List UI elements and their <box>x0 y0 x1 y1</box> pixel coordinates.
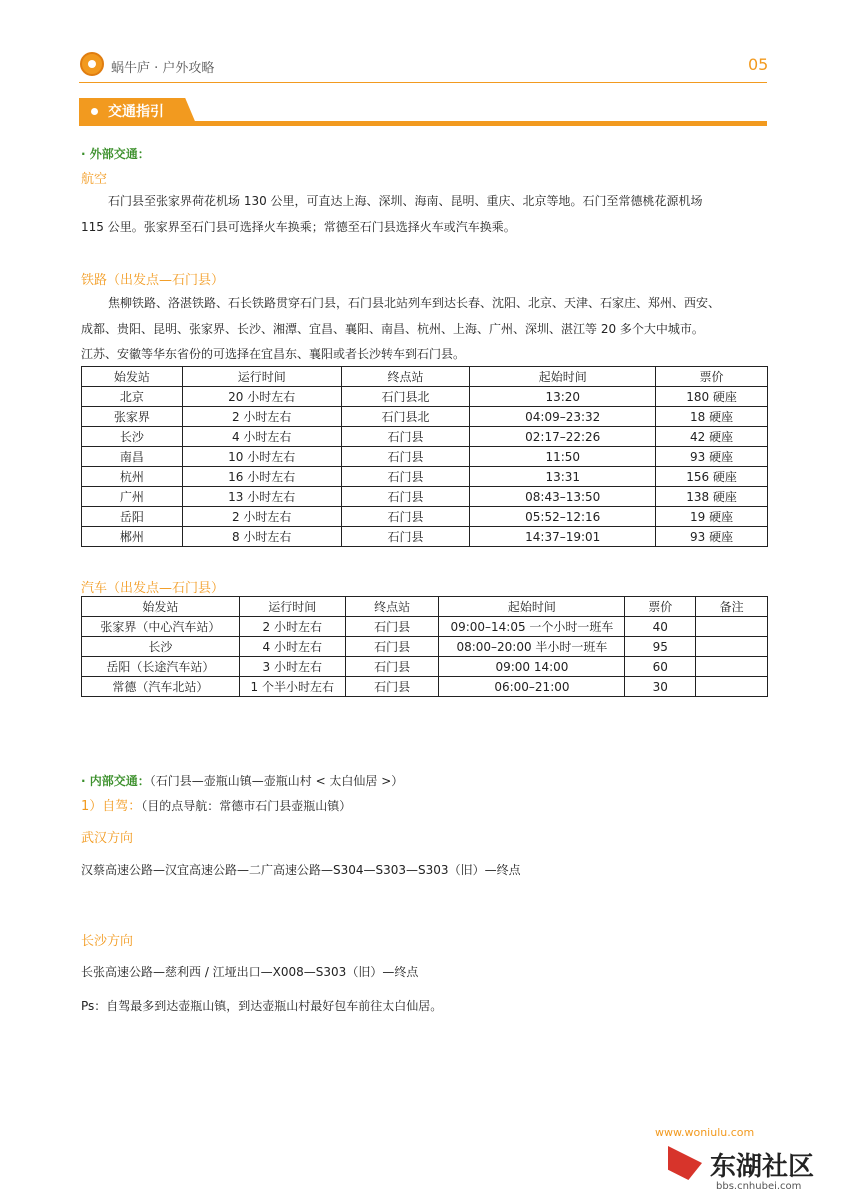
table-cell: 2 小时左右 <box>182 407 341 427</box>
table-cell: 石门县 <box>341 427 470 447</box>
table-cell: 10 小时左右 <box>182 447 341 467</box>
table-cell: 杭州 <box>82 467 183 487</box>
table-cell: 20 小时左右 <box>182 387 341 407</box>
table-row <box>82 507 768 527</box>
table-cell: 南昌 <box>82 447 183 467</box>
table-row <box>82 617 768 637</box>
table-cell: 18 硬座 <box>656 407 768 427</box>
rail-heading: 铁路（出发点—石门县） <box>81 273 225 288</box>
table-cell: 93 硬座 <box>656 447 768 467</box>
ps-note: Ps：自驾最多到达壶瓶山镇，到达壶瓶山村最好包车前往太白仙居。 <box>81 999 443 1013</box>
table-cell: 08:00–20:00 半小时一班车 <box>439 637 625 657</box>
column-header: 票价 <box>625 597 696 617</box>
table-cell: 2 小时左右 <box>239 617 345 637</box>
table-header-row <box>82 597 768 617</box>
table-cell: 13 小时左右 <box>182 487 341 507</box>
changsha-heading: 长沙方向 <box>81 934 134 949</box>
table-cell: 14:37–19:01 <box>470 527 656 547</box>
bus-table <box>81 596 768 697</box>
table-cell: 长沙 <box>82 427 183 447</box>
table-cell: 常德（汽车北站） <box>82 677 240 697</box>
table-cell: 8 小时左右 <box>182 527 341 547</box>
table-cell: 09:00 14:00 <box>439 657 625 677</box>
column-header: 运行时间 <box>239 597 345 617</box>
table-cell: 42 硬座 <box>656 427 768 447</box>
table-cell: 13:20 <box>470 387 656 407</box>
table-cell: 30 <box>625 677 696 697</box>
bullet-icon <box>91 108 98 115</box>
table-cell: 石门县 <box>345 657 439 677</box>
table-cell: 02:17–22:26 <box>470 427 656 447</box>
table-cell: 郴州 <box>82 527 183 547</box>
table-row <box>82 447 768 467</box>
table-cell: 3 小时左右 <box>239 657 345 677</box>
table-row <box>82 467 768 487</box>
table-cell: 张家界 <box>82 407 183 427</box>
brand-name: 蜗牛庐 · 户外攻略 <box>111 61 215 76</box>
table-cell: 4 小时左右 <box>182 427 341 447</box>
bus-heading: 汽车（出发点—石门县） <box>81 581 225 596</box>
wuhan-heading: 武汉方向 <box>81 831 134 846</box>
column-header: 终点站 <box>341 367 470 387</box>
table-row <box>82 487 768 507</box>
self-drive-note: （目的点导航：常德市石门县壶瓶山镇） <box>141 799 352 813</box>
internal-route: （石门县—壶瓶山镇—壶瓶山村 < 太白仙居 >） <box>149 774 404 788</box>
table-cell: 石门县 <box>341 467 470 487</box>
table-cell: 4 小时左右 <box>239 637 345 657</box>
table-cell: 广州 <box>82 487 183 507</box>
internal-heading: · 内部交通： <box>81 774 150 788</box>
column-header: 起始时间 <box>439 597 625 617</box>
self-drive-label: 1）自驾： <box>81 799 142 814</box>
page-number: 05 <box>748 55 769 74</box>
table-cell: 石门县 <box>341 507 470 527</box>
table-cell: 156 硬座 <box>656 467 768 487</box>
changsha-route: 长张高速公路—慈利西 / 江垭出口—X008—S303（旧）—终点 <box>81 965 419 979</box>
column-header: 运行时间 <box>182 367 341 387</box>
table-cell: 2 小时左右 <box>182 507 341 527</box>
table-cell: 石门县 <box>341 487 470 507</box>
table-cell: 石门县 <box>341 447 470 467</box>
internal-heading-line <box>81 770 403 790</box>
table-cell: 60 <box>625 657 696 677</box>
table-cell <box>696 617 768 637</box>
column-header: 起始时间 <box>470 367 656 387</box>
external-heading: · 外部交通： <box>81 147 150 161</box>
rail-table <box>81 366 768 547</box>
column-header: 始发站 <box>82 367 183 387</box>
table-cell <box>696 637 768 657</box>
section-title: 交通指引 <box>108 104 164 120</box>
watermark-text: 东湖社区 <box>710 1152 815 1182</box>
column-header: 票价 <box>656 367 768 387</box>
column-header: 终点站 <box>345 597 439 617</box>
table-cell: 13:31 <box>470 467 656 487</box>
table-cell <box>696 677 768 697</box>
table-row <box>82 427 768 447</box>
table-cell: 石门县 <box>345 637 439 657</box>
rail-line-1: 焦柳铁路、洛湛铁路、石长铁路贯穿石门县，石门县北站列车到达长春、沈阳、北京、天津、石家庄、郑州、西安、 <box>108 296 721 310</box>
wuhan-route: 汉蔡高速公路—汉宜高速公路—二广高速公路—S304—S303—S303（旧）—终点 <box>81 863 521 877</box>
table-cell: 石门县 <box>345 617 439 637</box>
brand-logo <box>80 52 104 76</box>
air-heading: 航空 <box>81 172 108 187</box>
column-header: 备注 <box>696 597 768 617</box>
watermark-logo-icon <box>668 1146 702 1180</box>
website-link[interactable]: www.woniulu.com <box>655 1126 755 1139</box>
table-cell: 岳阳（长途汽车站） <box>82 657 240 677</box>
table-cell: 石门县 <box>341 527 470 547</box>
table-row <box>82 407 768 427</box>
air-line-2: 115 公里。张家界至石门县可选择火车换乘；常德至石门县选择火车或汽车换乘。 <box>81 220 516 234</box>
table-cell: 04:09–23:32 <box>470 407 656 427</box>
table-cell: 06:00–21:00 <box>439 677 625 697</box>
rail-line-2: 成都、贵阳、昆明、张家界、长沙、湘潭、宜昌、襄阳、南昌、杭州、上海、广州、深圳、湛江等 20 多个大中城市。 <box>81 322 704 336</box>
table-cell: 石门县北 <box>341 407 470 427</box>
table-cell: 138 硬座 <box>656 487 768 507</box>
table-row <box>82 677 768 697</box>
table-cell: 石门县 <box>345 677 439 697</box>
table-cell: 05:52–12:16 <box>470 507 656 527</box>
watermark-url: bbs.cnhubei.com <box>716 1181 802 1192</box>
table-cell: 石门县北 <box>341 387 470 407</box>
air-line-1: 石门县至张家界荷花机场 130 公里，可直达上海、深圳、海南、昆明、重庆、北京等地。石门至常德桃花源机场 <box>108 194 703 208</box>
header-divider <box>79 82 767 83</box>
table-row <box>82 657 768 677</box>
table-cell: 北京 <box>82 387 183 407</box>
table-cell: 93 硬座 <box>656 527 768 547</box>
column-header: 始发站 <box>82 597 240 617</box>
self-drive-line <box>81 795 351 815</box>
table-cell: 张家界（中心汽车站） <box>82 617 240 637</box>
table-cell: 11:50 <box>470 447 656 467</box>
table-cell: 19 硬座 <box>656 507 768 527</box>
table-cell <box>696 657 768 677</box>
rail-line-3: 江苏、安徽等华东省份的可选择在宜昌东、襄阳或者长沙转车到石门县。 <box>81 347 466 361</box>
table-cell: 180 硬座 <box>656 387 768 407</box>
table-header-row <box>82 367 768 387</box>
table-row <box>82 387 768 407</box>
table-cell: 95 <box>625 637 696 657</box>
table-row <box>82 527 768 547</box>
table-cell: 40 <box>625 617 696 637</box>
table-cell: 1 个半小时左右 <box>239 677 345 697</box>
table-cell: 16 小时左右 <box>182 467 341 487</box>
table-cell: 岳阳 <box>82 507 183 527</box>
table-cell: 长沙 <box>82 637 240 657</box>
table-cell: 08:43–13:50 <box>470 487 656 507</box>
table-cell: 09:00–14:05 一个小时一班车 <box>439 617 625 637</box>
table-row <box>82 637 768 657</box>
